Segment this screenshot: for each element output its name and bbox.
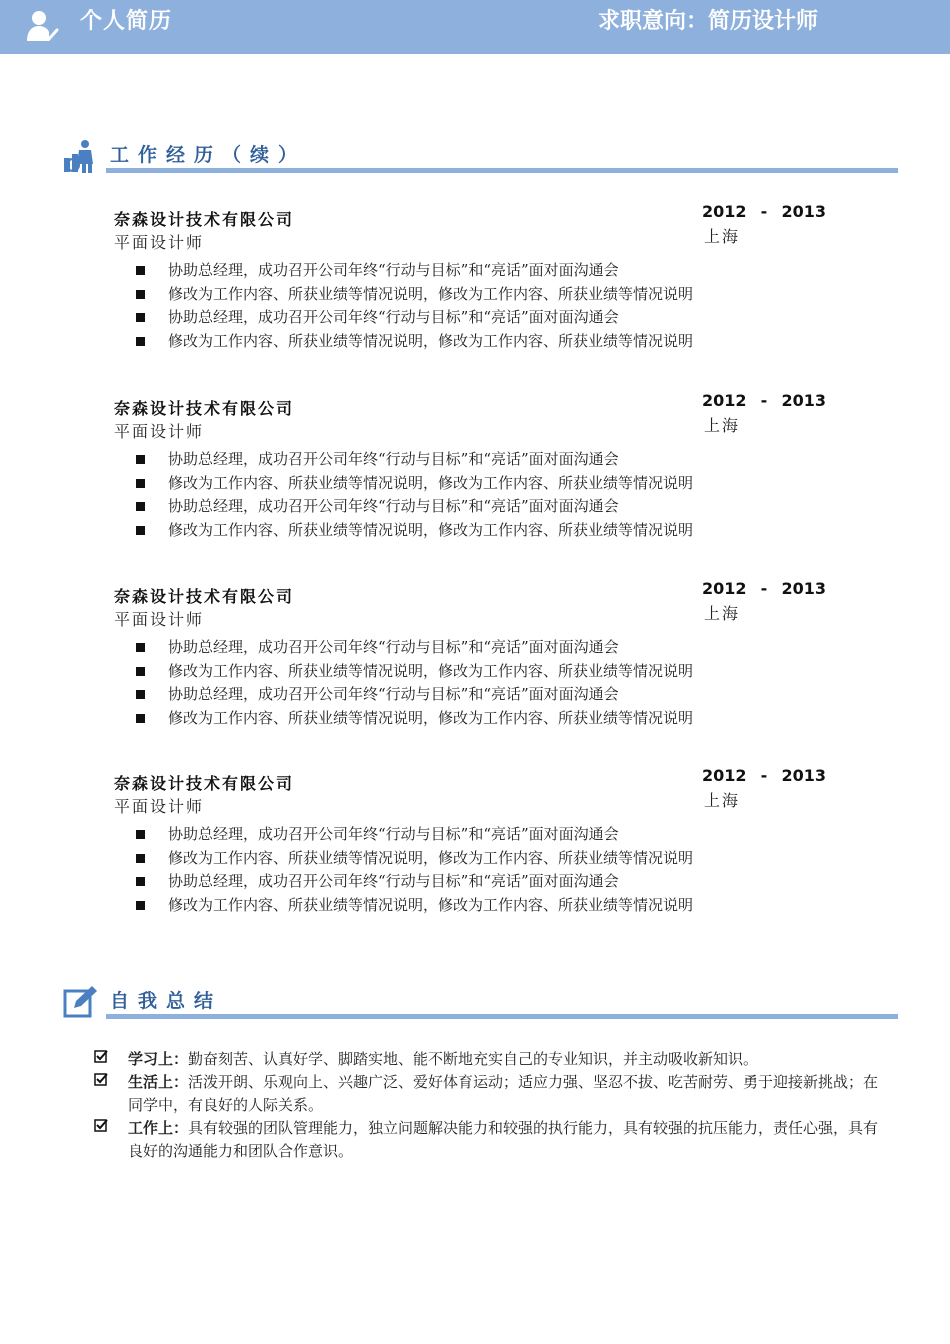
summary-text: 勤奋刻苦、认真好学、脚踏实地、能不断地充实自己的专业知识，并主动吸收新知识。	[188, 1050, 759, 1068]
bullet-square-icon	[136, 479, 145, 488]
duty-item: 修改为工作内容、所获业绩等情况说明，修改为工作内容、所获业绩等情况说明	[136, 847, 693, 871]
start-year: 2012	[702, 391, 747, 410]
job-period	[702, 202, 826, 221]
work-section-title: 工作经历（续）	[110, 144, 307, 166]
period-dash: -	[760, 579, 768, 598]
checked-box-icon	[94, 1119, 108, 1133]
summary-text: 活泼开朗、乐观向上、兴趣广泛、爱好体育运动；适应力强、坚忍不拔、吃苦耐劳、勇于迎接新挑战；在同学中，有良好的人际关系。	[128, 1073, 879, 1114]
summary-section-title: 自我总结	[110, 990, 223, 1012]
duty-item: 修改为工作内容、所获业绩等情况说明，修改为工作内容、所获业绩等情况说明	[136, 660, 693, 684]
company-name: 奈森设计技术有限公司	[114, 774, 295, 793]
bullet-square-icon	[136, 502, 145, 511]
duty-item: 修改为工作内容、所获业绩等情况说明，修改为工作内容、所获业绩等情况说明	[136, 894, 693, 918]
checked-box-icon	[94, 1050, 108, 1064]
checked-box-icon	[94, 1073, 108, 1087]
company-name: 奈森设计技术有限公司	[114, 587, 295, 606]
duty-item: 修改为工作内容、所获业绩等情况说明，修改为工作内容、所获业绩等情况说明	[136, 472, 693, 496]
summary-key: 工作上：	[128, 1119, 189, 1137]
summary-section-heading	[62, 984, 902, 1024]
duty-item: 协助总经理，成功召开公司年终“行动与目标”和“亮话”面对面沟通会	[136, 448, 693, 472]
duty-item: 协助总经理，成功召开公司年终“行动与目标”和“亮话”面对面沟通会	[136, 259, 693, 283]
job-period	[702, 391, 826, 410]
start-year: 2012	[702, 579, 747, 598]
bullet-square-icon	[136, 690, 145, 699]
company-name: 奈森设计技术有限公司	[114, 210, 295, 229]
edit-pencil-icon	[62, 984, 98, 1020]
summary-item	[94, 1048, 884, 1071]
job-city: 上海	[704, 604, 741, 623]
bullet-square-icon	[136, 714, 145, 723]
period-dash: -	[760, 391, 768, 410]
job-role: 平面设计师	[114, 610, 205, 629]
end-year: 2013	[781, 579, 826, 598]
duty-item: 修改为工作内容、所获业绩等情况说明，修改为工作内容、所获业绩等情况说明	[136, 707, 693, 731]
resume-title: 个人简历	[80, 9, 173, 34]
job-intent: 求职意向：简历设计师	[598, 9, 819, 34]
bullet-square-icon	[136, 313, 145, 322]
duty-list	[136, 823, 693, 917]
job-city: 上海	[704, 227, 741, 246]
end-year: 2013	[781, 766, 826, 785]
job-role: 平面设计师	[114, 233, 205, 252]
job-city: 上海	[704, 416, 741, 435]
bullet-square-icon	[136, 290, 145, 299]
summary-text: 具有较强的团队管理能力，独立问题解决能力和较强的执行能力，具有较强的抗压能力，责任心强，具有良好的沟通能力和团队合作意识。	[128, 1119, 879, 1160]
duty-item: 修改为工作内容、所获业绩等情况说明，修改为工作内容、所获业绩等情况说明	[136, 283, 693, 307]
duty-item: 修改为工作内容、所获业绩等情况说明，修改为工作内容、所获业绩等情况说明	[136, 330, 693, 354]
bullet-square-icon	[136, 643, 145, 652]
duty-list	[136, 448, 693, 542]
job-city: 上海	[704, 791, 741, 810]
duty-item: 协助总经理，成功召开公司年终“行动与目标”和“亮话”面对面沟通会	[136, 823, 693, 847]
job-role: 平面设计师	[114, 797, 205, 816]
duty-item: 协助总经理，成功召开公司年终“行动与目标”和“亮话”面对面沟通会	[136, 870, 693, 894]
summary-key: 学习上：	[128, 1050, 189, 1068]
summary-item	[94, 1117, 884, 1163]
section-divider	[106, 168, 898, 173]
company-name: 奈森设计技术有限公司	[114, 399, 295, 418]
duty-list	[136, 259, 693, 353]
bullet-square-icon	[136, 266, 145, 275]
duty-item: 协助总经理，成功召开公司年终“行动与目标”和“亮话”面对面沟通会	[136, 683, 693, 707]
business-person-icon	[62, 138, 98, 174]
start-year: 2012	[702, 202, 747, 221]
user-check-icon	[24, 8, 60, 44]
duty-item: 协助总经理，成功召开公司年终“行动与目标”和“亮话”面对面沟通会	[136, 306, 693, 330]
start-year: 2012	[702, 766, 747, 785]
section-divider	[106, 1014, 898, 1019]
summary-list	[94, 1048, 884, 1163]
bullet-square-icon	[136, 337, 145, 346]
end-year: 2013	[781, 202, 826, 221]
job-period	[702, 766, 826, 785]
header-bar	[0, 0, 950, 54]
period-dash: -	[760, 766, 768, 785]
summary-key: 生活上：	[128, 1073, 189, 1091]
summary-item	[94, 1071, 884, 1117]
bullet-square-icon	[136, 830, 145, 839]
bullet-square-icon	[136, 526, 145, 535]
end-year: 2013	[781, 391, 826, 410]
work-section-heading	[62, 138, 902, 178]
period-dash: -	[760, 202, 768, 221]
duty-list	[136, 636, 693, 730]
duty-item: 协助总经理，成功召开公司年终“行动与目标”和“亮话”面对面沟通会	[136, 495, 693, 519]
bullet-square-icon	[136, 877, 145, 886]
bullet-square-icon	[136, 667, 145, 676]
job-period	[702, 579, 826, 598]
duty-item: 协助总经理，成功召开公司年终“行动与目标”和“亮话”面对面沟通会	[136, 636, 693, 660]
bullet-square-icon	[136, 901, 145, 910]
duty-item: 修改为工作内容、所获业绩等情况说明，修改为工作内容、所获业绩等情况说明	[136, 519, 693, 543]
bullet-square-icon	[136, 455, 145, 464]
job-role: 平面设计师	[114, 422, 205, 441]
bullet-square-icon	[136, 854, 145, 863]
